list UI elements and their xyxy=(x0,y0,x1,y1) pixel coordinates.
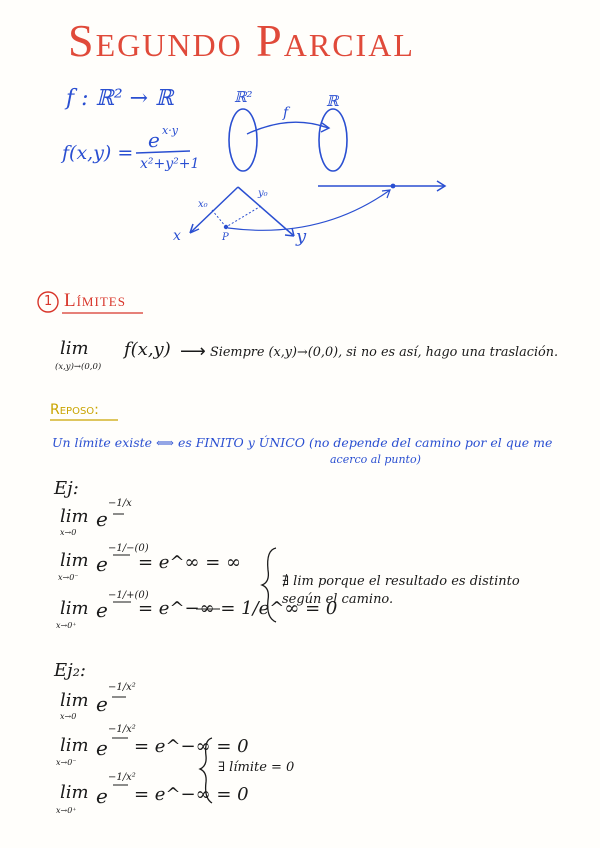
mapping-arrow xyxy=(247,122,328,134)
point-p xyxy=(224,225,228,229)
ej1-note2: según el camino. xyxy=(282,592,394,607)
ej2-l3-rhs: = e^−∞ = 0 xyxy=(134,784,249,805)
ej1-l3-base: e xyxy=(96,598,108,622)
limdef-arrow: ⟶ xyxy=(180,341,206,362)
limdef-text: Siempre (x,y)→(0,0), si no es así, hago una traslación. xyxy=(210,345,559,360)
ej1-l1-exp: −1/x xyxy=(108,498,132,509)
ej2-l2-rhs: = e^−∞ = 0 xyxy=(134,736,249,757)
y0-label: y₀ xyxy=(258,188,268,199)
reposo-label: Reposo: xyxy=(50,402,99,418)
ej1-l2-exp: −1/−(0) xyxy=(108,543,149,554)
ej2-l1-under: x→0 xyxy=(60,712,77,721)
numerator-base: e xyxy=(148,128,160,152)
ej1-l3-rhs: = e^−∞ = 1/e^∞ = 0 xyxy=(138,598,338,619)
ej2-l1-exp: −1/x² xyxy=(108,682,136,693)
ej1-l1-base: e xyxy=(96,507,108,531)
numerator-exponent: x·y xyxy=(162,124,178,137)
ej2-l3-base: e xyxy=(96,784,108,808)
codomain-ellipse xyxy=(319,109,347,171)
ej2-l1-base: e xyxy=(96,692,108,716)
denominator: x²+y²+1 xyxy=(140,156,200,172)
y0-dashed xyxy=(226,206,261,227)
ej1-l2-lim: lim xyxy=(60,550,89,571)
fraction-bar xyxy=(136,151,190,153)
ej2-l2-base: e xyxy=(96,736,108,760)
ej1-l3-lim: lim xyxy=(60,598,89,619)
ej2-l2-lim: lim xyxy=(60,735,89,756)
section-number: 1 xyxy=(44,294,53,309)
ej2-l2-under: x→0⁻ xyxy=(56,758,77,767)
limdef-expr: f(x,y) xyxy=(124,339,171,360)
ej1-label: Ej: xyxy=(54,478,79,499)
ej2-l1-lim: lim xyxy=(60,690,89,711)
ej2-l3-under: x→0⁺ xyxy=(56,806,77,815)
x0-dashed xyxy=(212,210,226,227)
x-axis-label: x xyxy=(173,228,181,244)
ej1-note1: ∄ lim porque el resultado es distinto xyxy=(282,574,520,589)
ej2-note: ∃ límite = 0 xyxy=(218,760,295,775)
function-lhs: f(x,y) = xyxy=(62,142,134,164)
domain-ellipse xyxy=(229,109,257,171)
ej2-l3-lim: lim xyxy=(60,782,89,803)
ej2-l3-exp: −1/x² xyxy=(108,772,136,783)
ej2-l2-exp: −1/x² xyxy=(108,724,136,735)
x-axis-line xyxy=(190,187,238,233)
limdef-under: (x,y)→(0,0) xyxy=(55,362,102,372)
ej1-l2-under: x→0⁻ xyxy=(58,573,79,582)
ej2-label: Ej₂: xyxy=(54,660,87,681)
page-title: Segundo Parcial xyxy=(68,15,415,66)
reposo-line2: acerco al punto) xyxy=(330,453,421,466)
ej1-l3-under: x→0⁺ xyxy=(56,621,77,630)
section-heading: Límites xyxy=(64,290,126,311)
ej1-l1-under: x→0 xyxy=(60,528,77,537)
function-mapping: f : ℝ² → ℝ xyxy=(66,86,174,111)
ej1-l1-lim: lim xyxy=(60,506,89,527)
reposo-line1: Un límite existe ⟺ es FINITO y ÚNICO (no depende del camino por el que me xyxy=(52,435,553,450)
ej1-l2-base: e xyxy=(96,552,108,576)
point-label: P xyxy=(222,232,229,243)
limdef-lim: lim xyxy=(60,338,89,359)
arrow-label: f xyxy=(283,105,289,121)
y-axis-label: y xyxy=(296,226,307,247)
point-to-line-arrow xyxy=(228,190,390,230)
ej1-l2-rhs: = e^∞ = ∞ xyxy=(138,552,242,573)
codomain-label: ℝ xyxy=(326,92,339,110)
image-point xyxy=(391,184,396,189)
domain-label: ℝ² xyxy=(234,88,253,106)
ej1-l3-exp: −1/+(0) xyxy=(108,590,149,601)
x0-label: x₀ xyxy=(198,199,208,210)
